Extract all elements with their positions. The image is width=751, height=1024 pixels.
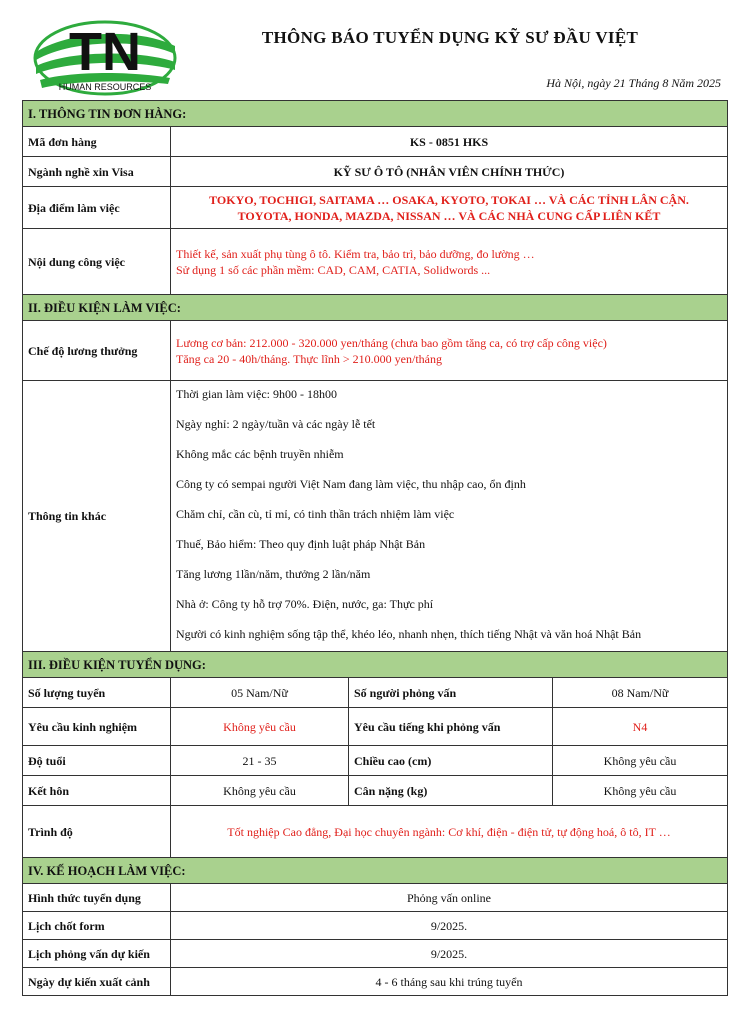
section-row-2 <box>23 295 728 321</box>
list-item: Công ty có sempai người Việt Nam đang làm việc, thu nhập cao, ổn định <box>176 477 526 491</box>
job-description <box>171 229 728 295</box>
work-location <box>171 187 728 229</box>
list-item: Nhà ở: Công ty hỗ trợ 70%. Điện, nước, ga: Thực phí <box>176 597 434 611</box>
table-row <box>23 912 728 940</box>
list-item: Ngày nghỉ: 2 ngày/tuần và các ngày lễ tết <box>176 417 376 431</box>
list-item: Tăng lương 1lần/năm, thưởng 2 lần/năm <box>176 567 371 581</box>
list-item: Người có kinh nghiệm sống tập thể, khéo léo, nhanh nhẹn, thích tiếng Nhật và văn hoá Nhật Bản <box>176 627 642 641</box>
row-value: 4 - 6 tháng sau khi trúng tuyển <box>171 968 728 996</box>
table-row <box>23 678 728 708</box>
location-line: TOYOTA, HONDA, MAZDA, NISSAN … VÀ CÁC NHÀ CUNG CẤP LIÊN KẾT <box>237 208 661 223</box>
table-row <box>23 187 728 229</box>
row-label: Số người phỏng vấn <box>349 678 553 708</box>
row-value: 21 - 35 <box>171 746 349 776</box>
table-row <box>23 127 728 157</box>
job-table <box>22 100 728 996</box>
salary-line: Tăng ca 20 - 40h/tháng. Thực lĩnh > 210.000 yen/tháng <box>176 351 442 366</box>
page-title: THÔNG BÁO TUYỂN DỤNG KỸ SƯ ĐẦU VIỆT <box>261 28 639 47</box>
row-label: Ngày dự kiến xuất cảnh <box>23 968 171 996</box>
description-line: Sử dụng 1 số các phần mềm: CAD, CAM, CATIA, Solidwords ... <box>176 262 491 277</box>
logo-letters: TN <box>69 22 141 82</box>
section-heading-3: III. ĐIỀU KIỆN TUYỂN DỤNG: <box>23 652 728 678</box>
location-line: TOKYO, TOCHIGI, SAITAMA … OSAKA, KYOTO, TOKAI … VÀ CÁC TỈNH LÂN CẬN. <box>209 192 689 207</box>
education-requirement: Tốt nghiệp Cao đẳng, Đại học chuyên ngành: Cơ khí, điện - điện tử, tự động hoá, ô tô, IT … <box>171 806 728 858</box>
table-row <box>23 968 728 996</box>
row-label: Lịch phỏng vấn dự kiến <box>23 940 171 968</box>
row-label: Yêu cầu tiếng khi phỏng vấn <box>349 708 553 746</box>
row-value: Không yêu cầu <box>171 708 349 746</box>
section-heading-4: IV. KẾ HOẠCH LÀM VIỆC: <box>23 858 728 884</box>
row-value: 9/2025. <box>171 912 728 940</box>
row-label: Chế độ lương thưởng <box>23 321 171 381</box>
table-row <box>23 746 728 776</box>
row-label: Kết hôn <box>23 776 171 806</box>
row-label: Trình độ <box>23 806 171 858</box>
row-label: Độ tuổi <box>23 746 171 776</box>
table-row <box>23 381 728 652</box>
visa-occupation: KỸ SƯ Ô TÔ (NHÂN VIÊN CHÍNH THỨC) <box>171 157 728 187</box>
row-label: Số lượng tuyển <box>23 678 171 708</box>
list-item: Thời gian làm việc: 9h00 - 18h00 <box>176 387 337 401</box>
section-row-4 <box>23 858 728 884</box>
table-row <box>23 884 728 912</box>
list-item: Thuế, Bảo hiểm: Theo quy định luật pháp Nhật Bản <box>176 537 426 551</box>
row-value: 9/2025. <box>171 940 728 968</box>
row-label: Hình thức tuyển dụng <box>23 884 171 912</box>
table-row <box>23 229 728 295</box>
row-value: N4 <box>553 708 728 746</box>
table-row <box>23 940 728 968</box>
section-heading-1: I. THÔNG TIN ĐƠN HÀNG: <box>23 101 728 127</box>
table-row <box>23 157 728 187</box>
description-line: Thiết kế, sản xuất phụ tùng ô tô. Kiểm tra, bảo trì, bảo dưỡng, đo lường … <box>176 246 535 261</box>
section-heading-2: II. ĐIỀU KIỆN LÀM VIỆC: <box>23 295 728 321</box>
row-label: Thông tin khác <box>23 381 171 652</box>
section-row-3 <box>23 652 728 678</box>
salary-line: Lương cơ bản: 212.000 - 320.000 yen/tháng (chưa bao gồm tăng ca, có trợ cấp công việc) <box>176 335 607 350</box>
logo-sub: HUMAN RESOURCES <box>58 82 152 92</box>
row-value: Không yêu cầu <box>553 746 728 776</box>
row-value: 05 Nam/Nữ <box>171 678 349 708</box>
row-value: 08 Nam/Nữ <box>553 678 728 708</box>
table-row <box>23 806 728 858</box>
table-row <box>23 776 728 806</box>
row-label: Yêu cầu kinh nghiệm <box>23 708 171 746</box>
row-label: Cân nặng (kg) <box>349 776 553 806</box>
issue-date: Hà Nội, ngày 21 Tháng 8 Năm 2025 <box>546 76 721 90</box>
order-code: KS - 0851 HKS <box>171 127 728 157</box>
row-label: Nội dung công việc <box>23 229 171 295</box>
row-label: Ngành nghề xin Visa <box>23 157 171 187</box>
other-info-list <box>171 381 728 652</box>
table-row <box>23 321 728 381</box>
list-item: Chăm chỉ, cần cù, tỉ mỉ, có tinh thần trách nhiệm làm việc <box>176 507 455 521</box>
table-row <box>23 708 728 746</box>
row-label: Mã đơn hàng <box>23 127 171 157</box>
row-value: Phỏng vấn online <box>171 884 728 912</box>
row-value: Không yêu cầu <box>553 776 728 806</box>
tn-logo <box>30 10 180 100</box>
section-row-1 <box>23 101 728 127</box>
row-label: Chiều cao (cm) <box>349 746 553 776</box>
row-value: Không yêu cầu <box>171 776 349 806</box>
row-label: Lịch chốt form <box>23 912 171 940</box>
salary-info <box>171 321 728 381</box>
list-item: Không mắc các bệnh truyền nhiễm <box>176 447 344 461</box>
row-label: Địa điểm làm việc <box>23 187 171 229</box>
